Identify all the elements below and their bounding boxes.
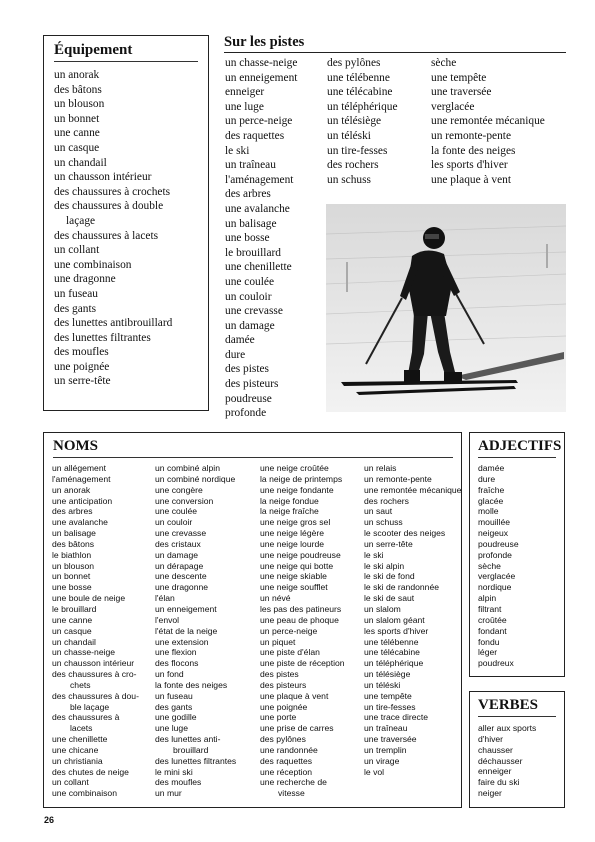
list-item: des lunettes antibrouillard [54,317,173,330]
list-item: une dragonne [54,273,116,286]
list-item: une plaque à vent [431,173,512,186]
list-item: une conversion [155,495,214,506]
list-item: mouillée [478,517,511,528]
list-item: un piquet [260,636,296,647]
list-item: des moufles [155,777,202,788]
list-item: léger [478,647,498,658]
list-item: des arbres [225,188,271,201]
list-item: des chaussures à dou- [52,690,139,701]
list-item: une flexion [155,647,197,658]
pistes-column-2 [327,56,398,187]
list-item: une luge [225,100,264,113]
list-item: une réception [260,766,313,777]
list-item: d'hiver [478,733,504,744]
list-item: une trace directe [364,712,429,723]
list-item: des pistes [225,363,269,376]
list-item: une avalanche [52,517,108,528]
list-item: le ski de saut [364,593,415,604]
list-item: les pas des patineurs [260,603,342,614]
list-item: une extension [155,636,209,647]
list-item: un balisage [225,217,277,230]
list-item: l'élan [155,593,175,604]
list-item: poudreuse [225,392,272,405]
equipement-list [54,68,198,389]
list-item: poudreux [478,658,514,669]
list-item: un saut [364,506,393,517]
pistes-section [224,34,566,420]
list-item: neigeux [478,528,509,539]
list-item: un tremplin [364,744,407,755]
adjectifs-box [469,432,565,677]
list-item: une piste d'élan [260,647,320,658]
list-item: glacée [478,495,504,506]
list-item: une bosse [225,232,270,245]
list-item: le vol [364,766,385,777]
list-item: une porte [260,712,297,723]
list-item: déchausser [478,755,523,766]
list-item: un schuss [364,517,403,528]
list-item: un remonte-pente [364,473,432,484]
list-item: des arbres [52,506,93,517]
list-item: des pisteurs [260,679,307,690]
list-item: le ski de fond [364,571,415,582]
list-item: ble laçage [70,701,110,712]
list-item: un serre-tête [364,538,413,549]
list-item: des pistes [260,669,299,680]
list-item: une neige skiable [260,571,327,582]
list-item: verglacée [478,571,516,582]
list-item: une neige croûtée [260,463,329,473]
noms-column-2 [155,463,236,799]
list-item: un enneigement [225,71,298,84]
list-item: le scooter des neiges [364,528,446,539]
list-item: une combinaison [52,788,117,799]
list-item: un virage [364,755,400,766]
list-item: des raquettes [260,755,313,766]
list-item: une peau de phoque [260,614,339,625]
list-item: chausser [478,744,513,755]
list-item: des moufles [54,346,109,359]
list-item: le brouillard [52,603,97,614]
list-item: un christiania [52,755,103,766]
page-number: 26 [44,815,55,825]
list-item: une neige gros sel [260,517,331,528]
divider [478,457,556,458]
list-item: un couloir [225,290,272,303]
list-item: une godille [155,712,197,723]
list-item: alpin [478,593,497,604]
list-item: des pylônes [327,57,381,69]
list-item: le brouillard [225,246,281,259]
list-item: un chandail [54,156,107,169]
list-item: une avalanche [225,202,290,215]
list-item: un dérapage [155,560,204,571]
list-item: une télécabine [364,647,420,658]
list-item: un téléski [327,129,371,142]
noms-column-4 [364,463,461,777]
pistes-column-1 [225,56,297,421]
list-item: les sports d'hiver [364,625,429,636]
list-item: nordique [478,582,512,593]
list-item: un mur [155,788,182,799]
list-item: un téléphérique [364,658,424,669]
list-item: des lunettes filtrantes [54,331,151,344]
noms-column-1 [52,463,139,799]
list-item: un allégement [52,463,106,473]
list-item: damée [478,463,505,473]
list-item: une tempête [431,71,487,84]
list-item: un collant [54,244,100,257]
list-item: enneiger [478,766,512,777]
list-item: un combiné alpin [155,463,220,473]
list-item: la neige fondue [260,495,319,506]
list-item: un damage [225,319,275,332]
list-item: un chasse-neige [52,647,116,658]
list-item: un slalom [364,603,401,614]
list-item: l'aménagement [52,473,111,484]
list-item: le ski [364,549,384,560]
list-item: neiger [478,788,502,799]
list-item: molle [478,506,499,517]
list-item: une canne [52,614,93,625]
list-item: un téléphérique [327,100,398,113]
list-item: une luge [155,723,188,734]
list-item: une randonnée [260,744,318,755]
list-item: un perce-neige [225,115,293,128]
list-item: les sports d'hiver [431,159,508,172]
list-item: une télécabine [327,86,393,99]
list-item: la fonte des neiges [155,679,228,690]
list-item: des pylônes [260,734,306,745]
pistes-column-3 [431,56,545,187]
list-item: un tire-fesses [364,701,416,712]
list-item: un couloir [155,517,193,528]
list-item: une poignée [54,360,110,373]
divider [53,457,453,458]
list-item: un chandail [52,636,96,647]
list-item: un remonte-pente [431,129,512,142]
skier-photo [326,204,566,412]
list-item: un blouson [52,560,95,571]
list-item: l'aménagement [225,173,294,186]
list-item: une congère [155,484,203,495]
list-item: un collant [52,777,89,788]
list-item: une chicane [52,744,99,755]
list-item: damée [225,334,255,347]
list-item: l'état de la neige [155,625,218,636]
list-item: vitesse [278,788,305,799]
list-item: une coulée [155,506,198,517]
list-item: la neige de printemps [260,473,343,484]
list-item: un fond [155,669,184,680]
list-item: une neige fondante [260,484,334,495]
list-item: des gants [54,302,97,315]
list-item: des rochers [327,159,379,172]
list-item: un slalom géant [364,614,425,625]
list-item: un anorak [52,484,91,495]
list-item: un téléski [364,679,401,690]
list-item: filtrant [478,603,502,614]
list-item: des lunettes filtrantes [155,755,237,766]
list-item: aller aux sports [478,723,537,733]
list-item: des chaussures à [52,712,120,723]
list-item: une boule de neige [52,593,126,604]
list-item: un fuseau [54,287,98,300]
list-item: un bonnet [52,571,91,582]
verbes-box [469,691,565,808]
list-item: un balisage [52,528,96,539]
list-item: sèche [478,560,501,571]
equipement-box [43,35,209,411]
list-item: une télébenne [327,71,390,84]
list-item: le ski [225,144,250,157]
list-item: la fonte des neiges [431,144,516,157]
list-item: une recherche de [260,777,327,788]
list-item: un traîneau [225,159,276,172]
list-item: une remontée mécanique [431,115,545,128]
list-item: la neige fraîche [260,506,319,517]
list-item: lacets [70,723,93,734]
list-item: une tempête [364,690,412,701]
list-item: une télébenne [364,636,419,647]
list-item: une neige lourde [260,538,325,549]
list-item: une plaque à vent [260,690,329,701]
list-item: le ski de randonnée [364,582,440,593]
adjectifs-title: ADJECTIFS [478,438,562,454]
adjectifs-list [478,463,556,669]
list-item: des bâtons [54,83,102,96]
list-item: le ski alpin [364,560,405,571]
list-item: un damage [155,549,199,560]
list-item: une combinaison [54,258,132,271]
noms-title: NOMS [53,438,98,454]
list-item: une canne [54,127,100,140]
list-item: une neige soufflet [260,582,328,593]
list-item: un perce-neige [260,625,318,636]
list-item: un chasse-neige [225,57,298,69]
list-item: le mini ski [155,766,193,777]
list-item: un chausson intérieur [54,171,152,184]
list-item: des chutes de neige [52,766,129,777]
list-item: un blouson [54,98,105,111]
list-item: une traversée [431,86,492,99]
list-item: dure [478,473,496,484]
list-item: une prise de carres [260,723,334,734]
list-item: des chaussures à double [54,200,164,213]
list-item: laçage [66,214,96,227]
list-item: une descente [155,571,207,582]
list-item: des cristaux [155,538,201,549]
list-item: une chenillette [225,261,292,274]
list-item: un névé [260,593,291,604]
divider [54,61,198,62]
list-item: des rochers [364,495,409,506]
list-item: un relais [364,463,397,473]
list-item: un serre-tête [54,375,111,388]
list-item: une traversée [364,734,417,745]
list-item: faire du ski [478,777,520,788]
verbes-list [478,723,556,799]
divider [478,716,556,717]
list-item: des pisteurs [225,378,279,391]
list-item: un bonnet [54,112,100,125]
list-item: un tire-fesses [327,144,388,157]
list-item: un enneigement [155,603,217,614]
list-item: une neige qui botte [260,560,334,571]
list-item: sèche [431,57,457,69]
list-item: l'envol [155,614,180,625]
list-item: brouillard [173,744,209,755]
equipement-title: Équipement [54,42,133,58]
divider [224,52,566,53]
noms-box [43,432,462,808]
list-item: un schuss [327,173,371,186]
pistes-title: Sur les pistes [224,34,305,50]
list-item: un combiné nordique [155,473,236,484]
list-item: une poignée [260,701,308,712]
list-item: des chaussures à cro- [52,669,137,680]
list-item: une coulée [225,275,275,288]
list-item: une neige poudreuse [260,549,341,560]
list-item: une bosse [52,582,92,593]
list-item: une chenillette [52,734,108,745]
skier-illustration [326,204,566,412]
list-item: un chausson intérieur [52,658,135,669]
list-item: poudreuse [478,538,519,549]
list-item: verglacée [431,100,475,113]
list-item: un fuseau [155,690,193,701]
list-item: une remontée mécanique [364,484,462,495]
list-item: des gants [155,701,193,712]
verbes-title: VERBES [478,697,539,713]
list-item: des flocons [155,658,199,669]
list-item: une neige légère [260,528,325,539]
list-item: profonde [225,407,267,420]
list-item: une crevasse [155,528,207,539]
list-item: fraîche [478,484,505,495]
list-item: des chaussures à crochets [54,185,171,198]
list-item: fondant [478,625,507,636]
list-item: croûtée [478,614,507,625]
list-item: chets [70,679,91,690]
list-item: enneiger [225,86,265,99]
list-item: une crevasse [225,305,283,318]
list-item: des lunettes anti- [155,734,221,745]
list-item: un casque [54,141,100,154]
list-item: des raquettes [225,129,285,142]
list-item: un anorak [54,69,100,81]
list-item: des chaussures à lacets [54,229,159,242]
list-item: des bâtons [52,538,95,549]
list-item: une anticipation [52,495,113,506]
list-item: fondu [478,636,500,647]
noms-column-3 [260,463,345,799]
list-item: dure [225,348,246,361]
list-item: profonde [478,549,512,560]
list-item: le biathlon [52,549,92,560]
list-item: un télésiège [364,669,411,680]
list-item: un traîneau [364,723,408,734]
list-item: un casque [52,625,92,636]
list-item: un télésiège [327,115,382,128]
list-item: une dragonne [155,582,209,593]
list-item: une piste de réception [260,658,345,669]
